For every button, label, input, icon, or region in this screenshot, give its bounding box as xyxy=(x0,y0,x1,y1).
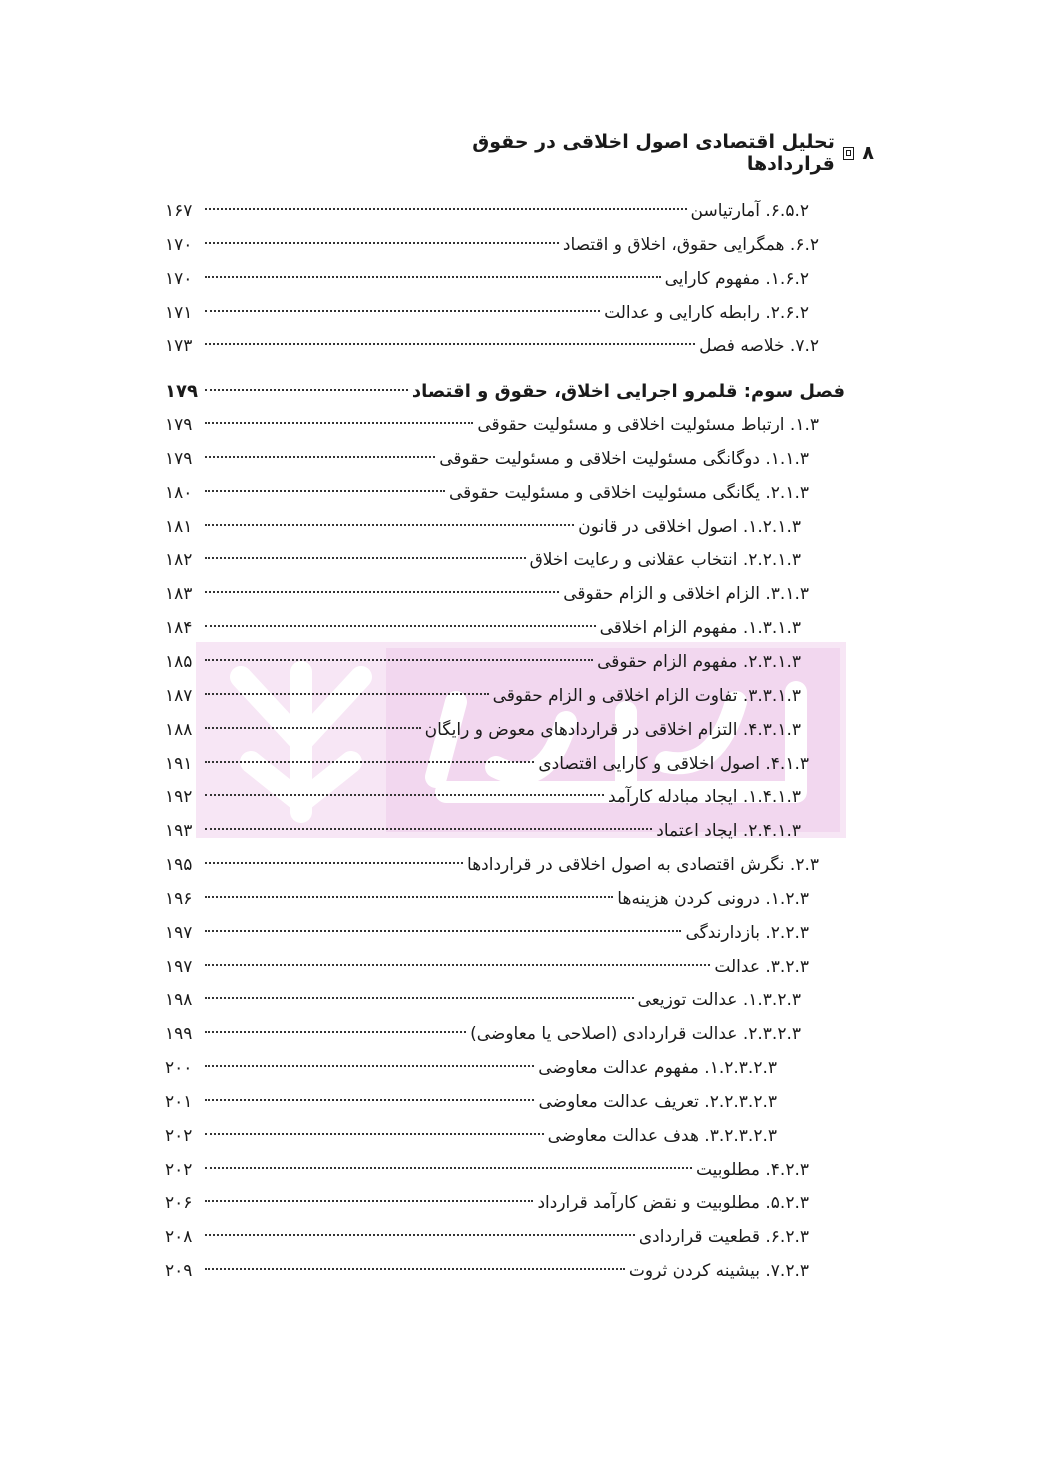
dot-leader xyxy=(205,693,489,695)
toc-entry xyxy=(165,511,845,545)
toc-entry-title: ۲.۶.۲. رابطه کارایی و عدالت xyxy=(604,302,809,323)
dot-leader xyxy=(205,276,661,278)
toc-page-number: ۱۹۶ xyxy=(165,888,193,909)
toc-entry-title: ۶.۲. همگرایی حقوق، اخلاق و اقتصاد xyxy=(562,234,819,255)
toc-page-number: ۱۹۷ xyxy=(165,922,193,943)
toc-entry xyxy=(165,1187,845,1221)
toc-entry xyxy=(165,849,845,883)
dot-leader xyxy=(205,1133,544,1135)
toc-entry-title: ۱.۱.۳. دوگانگی مسئولیت اخلاقی و مسئولیت حقوقی xyxy=(439,448,809,469)
toc-page-number: ۱۸۵ xyxy=(165,651,193,672)
dot-leader xyxy=(205,1099,534,1101)
toc-entry xyxy=(165,229,845,263)
toc-entry xyxy=(165,578,845,612)
toc-entry xyxy=(165,646,845,680)
dot-leader xyxy=(205,930,681,932)
toc-page-number: ۱۸۳ xyxy=(165,584,193,605)
toc-entry xyxy=(165,714,845,748)
toc-page-number: ۱۷۹ xyxy=(165,448,193,469)
toc-page-number: ۱۹۸ xyxy=(165,990,193,1011)
toc-page-number: ۱۸۰ xyxy=(165,482,193,503)
toc-entry-title: ۲.۴.۱.۳. ایجاد اعتماد xyxy=(656,821,801,842)
dot-leader xyxy=(205,1031,466,1033)
square-box-icon xyxy=(843,147,855,160)
toc-entry-title: ۴.۲.۳. مطلوبیت xyxy=(695,1159,809,1180)
toc-entry xyxy=(165,195,845,229)
toc-entry xyxy=(165,409,845,443)
toc-entry xyxy=(165,443,845,477)
dot-leader xyxy=(205,896,613,898)
toc-page-number: ۱۹۲ xyxy=(165,787,193,808)
toc-entry xyxy=(165,815,845,849)
dot-leader xyxy=(205,997,634,999)
page-header xyxy=(440,131,874,175)
dot-leader xyxy=(205,1167,692,1169)
dot-leader xyxy=(205,242,559,244)
dot-leader xyxy=(205,1234,635,1236)
toc-page-number: ۱۹۹ xyxy=(165,1024,193,1045)
dot-leader xyxy=(205,208,687,210)
toc-entry-title: ۲.۳.۲.۳. عدالت قراردادی (اصلاحی یا معاوضی) xyxy=(470,1024,801,1045)
toc-entry-title: ۱.۳. ارتباط مسئولیت اخلاقی و مسئولیت حقوقی xyxy=(477,415,819,436)
dot-leader xyxy=(205,389,408,391)
toc-entry-title: فصل سوم: قلمرو اجرایی اخلاق، حقوق و اقتصاد xyxy=(411,381,845,403)
page-number: ۸ xyxy=(862,142,874,164)
toc-page-number: ۲۰۶ xyxy=(165,1193,193,1214)
toc-entry xyxy=(165,680,845,714)
toc-page-number: ۲۰۱ xyxy=(165,1091,193,1112)
dot-leader xyxy=(205,964,710,966)
dot-leader xyxy=(205,659,593,661)
toc-entry xyxy=(165,263,845,297)
toc-entry xyxy=(165,1221,845,1255)
toc-page-number: ۱۶۷ xyxy=(165,201,193,221)
toc-entry-title: ۳.۲.۳. عدالت xyxy=(714,956,809,977)
toc-entry xyxy=(165,984,845,1018)
dot-leader xyxy=(205,456,435,458)
dot-leader xyxy=(205,524,574,526)
dot-leader xyxy=(205,828,652,830)
toc-entry-title: ۱.۳.۲.۳. عدالت توزیعی xyxy=(637,990,801,1011)
toc-page-number: ۱۸۸ xyxy=(165,719,193,740)
toc-entry-title: ۲.۱.۳. یگانگی مسئولیت اخلاقی و مسئولیت حقوقی xyxy=(448,482,809,503)
toc-chapter-heading xyxy=(165,375,845,409)
toc-entry-title: ۲.۲.۱.۳. انتخاب عقلانی و رعایت اخلاق xyxy=(529,550,801,571)
toc-entry xyxy=(165,544,845,578)
toc-entry xyxy=(165,1018,845,1052)
dot-leader xyxy=(205,1200,533,1202)
toc-entry-title: ۶.۲.۳. قطعیت قراردادی xyxy=(638,1227,809,1248)
toc-page-number: ۱۷۹ xyxy=(165,381,198,403)
dot-leader xyxy=(205,1268,625,1270)
toc-entry-title: ۵.۲.۳. مطلوبیت و نقض کارآمد قرارداد xyxy=(537,1193,809,1214)
toc-page-number: ۲۰۸ xyxy=(165,1227,193,1248)
toc-entry xyxy=(165,477,845,511)
toc-page-number: ۱۹۳ xyxy=(165,821,193,842)
toc-entry-title: ۲.۲.۳. بازدارندگی xyxy=(685,922,809,943)
toc-entry-title: ۲.۳.۱.۳. مفهوم الزام حقوقی xyxy=(597,651,801,672)
toc-entry xyxy=(165,917,845,951)
toc-entry xyxy=(165,951,845,985)
dot-leader xyxy=(205,1065,534,1067)
dot-leader xyxy=(205,794,604,796)
toc-entry xyxy=(165,883,845,917)
toc-entry xyxy=(165,1120,845,1154)
toc-page-number: ۱۹۵ xyxy=(165,855,193,876)
toc-page-number: ۲۰۹ xyxy=(165,1261,193,1282)
toc-entry-title: ۶.۵.۲. آمارتیاسن xyxy=(690,201,809,221)
toc-entry-title: ۱.۶.۲. مفهوم کارایی xyxy=(664,268,809,289)
book-title: تحلیل اقتصادی اصول اخلاقی در حقوق قراردادها xyxy=(472,131,835,175)
toc-entry-title: ۱.۴.۱.۳. ایجاد مبادله کارآمد xyxy=(607,787,801,808)
toc-page-number: ۱۸۱ xyxy=(165,516,193,537)
toc-entry-title: ۷.۲. خلاصه فصل xyxy=(699,336,819,357)
toc-entry xyxy=(165,1086,845,1120)
toc-page-number: ۲۰۰ xyxy=(165,1058,193,1079)
dot-leader xyxy=(205,625,596,627)
toc-page-number: ۱۷۰ xyxy=(165,234,193,255)
toc-page-number: ۱۹۱ xyxy=(165,753,193,774)
toc-entry xyxy=(165,330,845,364)
dot-leader xyxy=(205,490,445,492)
dot-leader xyxy=(205,557,526,559)
toc-page-number: ۱۸۲ xyxy=(165,550,193,571)
toc-entry xyxy=(165,297,845,331)
dot-leader xyxy=(205,727,421,729)
toc-page-number: ۱۷۳ xyxy=(165,336,193,357)
toc-entry xyxy=(165,1255,845,1289)
toc-entry xyxy=(165,1154,845,1188)
toc-page-number: ۱۷۹ xyxy=(165,415,193,436)
toc-page-number: ۱۹۷ xyxy=(165,956,193,977)
dot-leader xyxy=(205,422,473,424)
toc-page-number: ۲۰۲ xyxy=(165,1125,193,1146)
toc-page-number: ۱۸۷ xyxy=(165,685,193,706)
toc-entry-title: ۷.۲.۳. بیشینه کردن ثروت xyxy=(628,1261,809,1282)
toc-entry xyxy=(165,612,845,646)
toc-entry xyxy=(165,781,845,815)
toc-entry-title: ۱.۲.۳. درونی کردن هزینه‌ها xyxy=(617,888,809,909)
toc-page-number: ۱۸۴ xyxy=(165,618,193,639)
toc-entry-title: ۳.۳.۱.۳. تفاوت الزام اخلاقی و الزام حقوقی xyxy=(492,685,801,706)
toc-entry-title: ۱.۳.۱.۳. مفهوم الزام اخلاقی xyxy=(599,618,801,639)
toc-entry-title: ۱.۲.۱.۳. اصول اخلاقی در قانون xyxy=(578,516,801,537)
toc-page-number: ۲۰۲ xyxy=(165,1159,193,1180)
toc-entry-title: ۳.۲.۳.۲.۳. هدف عدالت معاوضی xyxy=(547,1125,777,1146)
toc-entry-title: ۲.۲.۳.۲.۳. تعریف عدالت معاوضی xyxy=(538,1091,777,1112)
toc-entry-title: ۳.۱.۳. الزام اخلاقی و الزام حقوقی xyxy=(563,584,809,605)
toc-entry-title: ۲.۳. نگرش اقتصادی به اصول اخلاقی در قراردادها xyxy=(467,855,819,876)
toc-entry-title: ۱.۲.۳.۲.۳. مفهوم عدالت معاوضی xyxy=(538,1058,777,1079)
dot-leader xyxy=(205,761,534,763)
dot-leader xyxy=(205,591,559,593)
dot-leader xyxy=(205,862,463,864)
dot-leader xyxy=(205,343,695,345)
toc-entry-title: ۴.۳.۱.۳. التزام اخلاقی در قراردادهای معوض و رایگان xyxy=(424,719,801,740)
toc-entry-title: ۴.۱.۳. اصول اخلاقی و کارایی اقتصادی xyxy=(538,753,809,774)
toc-entry xyxy=(165,1052,845,1086)
table-of-contents xyxy=(165,195,845,1289)
toc-entry xyxy=(165,748,845,782)
dot-leader xyxy=(205,310,600,312)
toc-page-number: ۱۷۰ xyxy=(165,268,193,289)
toc-page-number: ۱۷۱ xyxy=(165,302,193,323)
